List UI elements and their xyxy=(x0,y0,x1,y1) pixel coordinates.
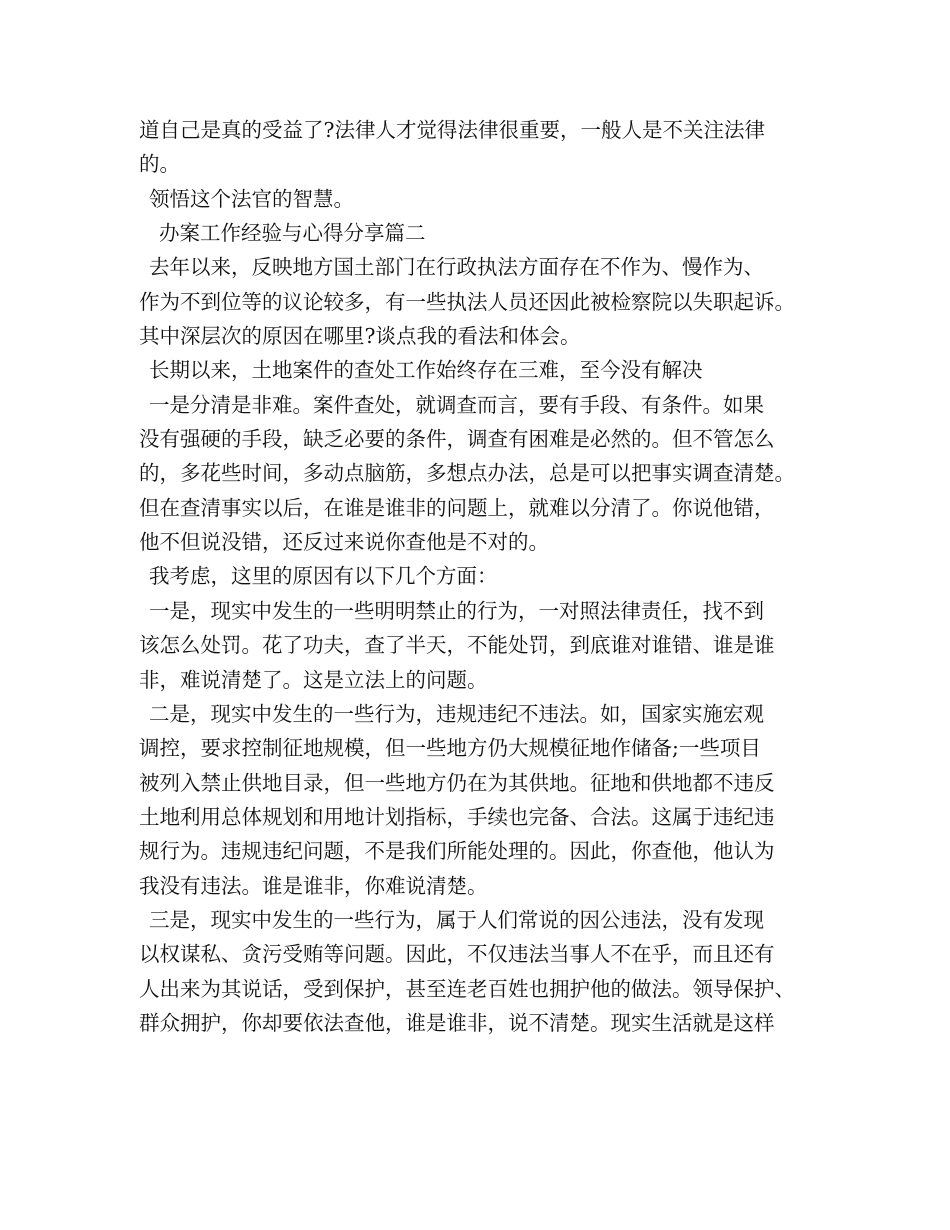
text-line: 一是，现实中发生的一些明明禁止的行为，一对照法律责任，找不到 xyxy=(149,598,764,623)
text-line: 但在查清事实以后，在谁是谁非的问题上，就难以分清了。你说他错， xyxy=(139,495,775,520)
text-line: 群众拥护，你却要依法查他，谁是谁非，说不清楚。现实生活就是这样 xyxy=(139,1010,775,1035)
text-line: 被列入禁止供地目录，但一些地方仍在为其供地。征地和供地都不违反 xyxy=(139,770,775,795)
text-line: 我没有违法。谁是谁非，你难说清楚。 xyxy=(139,873,488,898)
text-line: 没有强硬的手段，缺乏必要的条件，调查有困难是必然的。但不管怎么 xyxy=(139,427,775,452)
text-line: 他不但说没错，还反过来说你查他是不对的。 xyxy=(139,530,549,555)
text-line: 该怎么处罚。花了功夫，查了半天，不能处罚，到底谁对谁错、谁是谁 xyxy=(139,633,775,658)
text-line: 的。 xyxy=(139,152,180,177)
text-line: 道自己是真的受益了?法律人才觉得法律很重要，一般人是不关注法律 xyxy=(139,118,765,142)
text-line: 我考虑，这里的原因有以下几个方面： xyxy=(149,564,498,589)
text-line: 土地利用总体规划和用地计划指标，手续也完备、合法。这属于违纪违 xyxy=(139,804,775,829)
text-line: 二是，现实中发生的一些行为，违规违纪不违法。如，国家实施宏观 xyxy=(149,701,764,726)
text-line: 的，多花些时间，多动点脑筋，多想点办法，总是可以把事实调查清楚。 xyxy=(139,461,795,486)
text-line: 去年以来，反映地方国土部门在行政执法方面存在不作为、慢作为、 xyxy=(149,255,764,280)
text-line: 领悟这个法官的智慧。 xyxy=(149,186,354,211)
text-line: 规行为。违规违纪问题，不是我们所能处理的。因此，你查他，他认为 xyxy=(139,839,775,864)
text-line: 作为不到位等的议论较多，有一些执法人员还因此被检察院以失职起诉。 xyxy=(139,289,795,314)
text-line: 调控，要求控制征地规模，但一些地方仍大规模征地作储备;一些项目 xyxy=(139,736,761,761)
text-line: 以权谋私、贪污受贿等问题。因此，不仅违法当事人不在乎，而且还有 xyxy=(139,942,775,967)
body-text xyxy=(139,113,829,1040)
text-line: 其中深层次的原因在哪里?谈点我的看法和体会。 xyxy=(139,324,581,349)
text-line: 非，难说清楚了。这是立法上的问题。 xyxy=(139,667,488,692)
text-line: 人出来为其说话，受到保护，甚至连老百姓也拥护他的做法。领导保护、 xyxy=(139,976,795,1001)
text-line: 三是，现实中发生的一些行为，属于人们常说的因公违法，没有发现 xyxy=(149,907,764,932)
text-line: 一是分清是非难。案件查处，就调查而言，要有手段、有条件。如果 xyxy=(149,392,764,417)
section-heading: 办案工作经验与心得分享篇二 xyxy=(159,221,426,246)
text-line: 长期以来，土地案件的查处工作始终存在三难，至今没有解决 xyxy=(149,358,703,383)
